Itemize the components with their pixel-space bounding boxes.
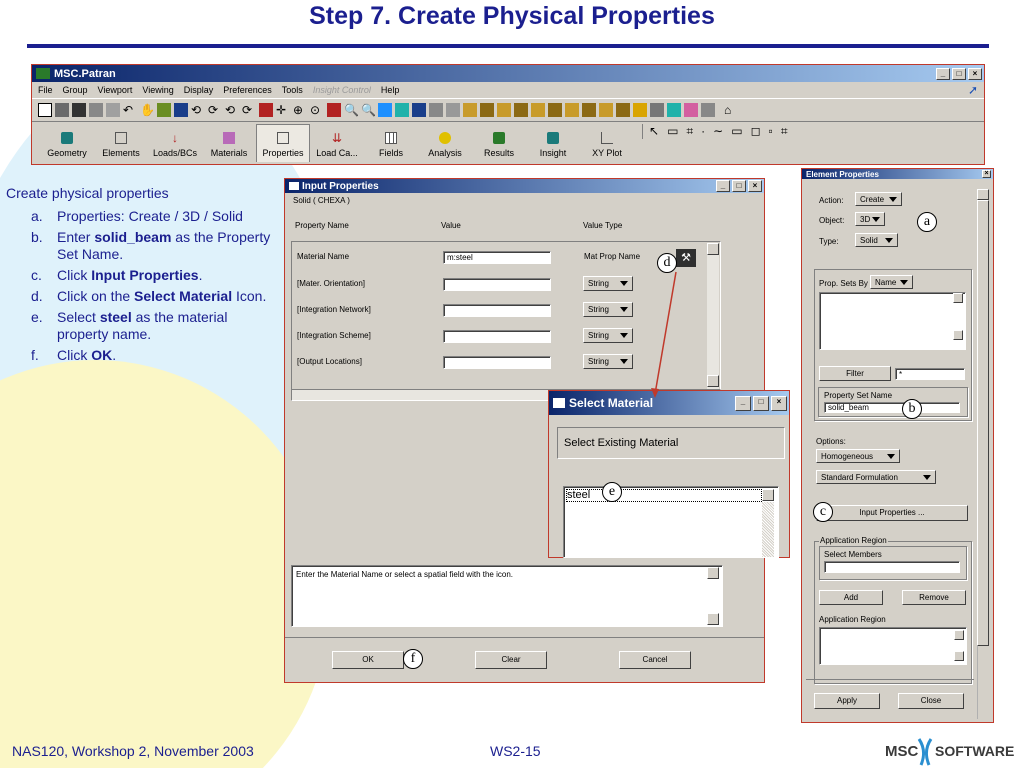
ribbon-xy-plot[interactable]: XY Plot — [580, 124, 634, 162]
input-properties-button[interactable]: Input Properties ... — [816, 505, 968, 521]
pick-curve-icon[interactable]: ∼ — [713, 124, 724, 138]
application-region-group-label: Application Region — [820, 536, 887, 545]
row-integration-network-label: [Integration Network] — [297, 305, 371, 314]
row-integration-scheme-label: [Integration Scheme] — [297, 331, 371, 340]
footer-course: NAS120, Workshop 2, November 2003 — [12, 743, 254, 759]
cancel-button[interactable]: Cancel — [619, 651, 691, 669]
ribbon-results[interactable]: Results — [472, 124, 526, 162]
element-type-label: Solid ( CHEXA ) — [293, 196, 350, 205]
callout-a: a — [917, 212, 937, 232]
ribbon-elements[interactable]: Elements — [94, 124, 148, 162]
pick-element-icon[interactable]: ⌗ — [780, 124, 788, 138]
pick-node-icon[interactable]: ▫ — [768, 124, 773, 138]
ip-close-button[interactable]: × — [748, 180, 762, 192]
row-material-name-type: Mat Prop Name — [584, 252, 641, 261]
mater-orientation-type-dropdown[interactable]: String — [583, 276, 633, 291]
ip-maximize-button[interactable]: □ — [732, 180, 746, 192]
step-b: b. Enter solid_beam as the Property Set Name. — [31, 229, 271, 262]
menu-viewing[interactable]: Viewing — [142, 85, 174, 95]
footer-page: WS2-15 — [490, 743, 541, 759]
ribbon-insight[interactable]: Insight — [526, 124, 580, 162]
slide-title: Step 7. Create Physical Properties — [309, 2, 715, 30]
svg-text:SOFTWARE: SOFTWARE — [935, 743, 1015, 759]
rotate-icon[interactable]: ⟲ — [191, 103, 202, 117]
step-f: f. Click OK. — [31, 347, 117, 363]
ribbon-fields[interactable]: Fields — [364, 124, 418, 162]
menu-viewport[interactable]: Viewport — [97, 85, 133, 95]
property-set-name-label: Property Set Name — [824, 391, 893, 400]
apply-button[interactable]: Apply — [814, 693, 880, 709]
pan-icon[interactable]: ✛ — [276, 103, 287, 117]
fit-icon[interactable]: ⊙ — [310, 103, 321, 117]
pick-solid-icon[interactable]: ◻ — [750, 124, 761, 138]
undo-icon[interactable]: ↶ — [123, 103, 134, 117]
integration-network-type-dropdown[interactable]: String — [583, 302, 633, 317]
step-d: d. Click on the Select Material Icon. — [31, 288, 267, 304]
input-properties-title: Input Properties — [302, 180, 379, 192]
col-property-name: Property Name — [295, 221, 349, 230]
rotate2-icon[interactable]: ⟳ — [208, 103, 219, 117]
col-value-type: Value Type — [583, 221, 623, 230]
row-mater-orientation-label: [Mater. Orientation] — [297, 279, 366, 288]
ip-minimize-button[interactable]: _ — [716, 180, 730, 192]
home-icon[interactable]: ⌂ — [724, 103, 732, 117]
sm-maximize-button[interactable]: □ — [753, 396, 769, 411]
callout-e: e — [602, 482, 622, 502]
ribbon-materials[interactable]: Materials — [202, 124, 256, 162]
pick-surface-icon[interactable]: ▭ — [731, 124, 743, 138]
menu-help[interactable]: Help — [380, 85, 400, 95]
minimize-button[interactable]: _ — [936, 68, 950, 80]
action-dropdown[interactable]: Create — [855, 192, 902, 206]
step-c: c. Click Input Properties. — [31, 267, 203, 283]
step-a: a. Properties: Create / 3D / Solid — [31, 208, 243, 224]
menu-display[interactable]: Display — [183, 85, 214, 95]
ribbon-geometry[interactable]: Geometry — [40, 124, 94, 162]
sm-minimize-button[interactable]: _ — [735, 396, 751, 411]
col-value: Value — [441, 221, 461, 230]
object-dropdown[interactable]: 3D — [855, 212, 885, 226]
svg-text:MSC: MSC — [885, 743, 919, 760]
filter-input[interactable]: * — [895, 368, 965, 380]
hand-icon[interactable]: ✋ — [140, 103, 155, 117]
ep-close-button[interactable]: × — [982, 170, 991, 178]
application-region-label: Application Region — [819, 615, 886, 624]
rotate4-icon[interactable]: ⟳ — [242, 103, 253, 117]
menu-tools[interactable]: Tools — [281, 85, 303, 95]
select-material-icon[interactable]: ⚒ — [676, 249, 696, 267]
material-item-steel[interactable]: steel — [566, 489, 762, 502]
pick-box-icon[interactable]: ▭ — [667, 124, 679, 138]
filter-button[interactable]: Filter — [819, 366, 891, 381]
menu-group[interactable]: Group — [62, 85, 88, 95]
ribbon-loads-bcs[interactable]: ↓ Loads/BCs — [152, 131, 198, 158]
zoom-out-icon[interactable]: 🔍 — [344, 103, 359, 117]
row-material-name-label: Material Name — [297, 252, 350, 261]
sm-close-button[interactable]: × — [771, 396, 787, 411]
zoom-in-icon[interactable]: 🔍 — [361, 103, 376, 117]
select-existing-material-label: Select Existing Material — [564, 437, 679, 449]
type-label: Type: — [819, 237, 839, 246]
options-label: Options: — [816, 437, 846, 446]
object-label: Object: — [819, 216, 845, 225]
instructions-heading: Create physical properties — [6, 185, 169, 201]
close-panel-button[interactable]: Close — [898, 693, 964, 709]
patran-title: MSC.Patran — [54, 67, 116, 80]
pick-frame-icon[interactable]: ⌗ — [686, 124, 694, 138]
ribbon-properties[interactable]: Properties — [256, 124, 310, 162]
heartbeat-icon: ➚ — [967, 83, 978, 97]
callout-c: c — [813, 502, 833, 522]
integration-scheme-type-dropdown[interactable]: String — [583, 328, 633, 343]
select-members-label: Select Members — [824, 550, 882, 559]
prop-sets-by-dropdown[interactable]: Name — [870, 275, 913, 289]
loads-icon: ↓ — [172, 131, 178, 145]
remove-button[interactable]: Remove — [902, 590, 966, 605]
add-button[interactable]: Add — [819, 590, 883, 605]
help-text: Enter the Material Name or select a spatial field with the icon. — [296, 570, 513, 579]
formulation-dropdown[interactable]: Standard Formulation — [816, 470, 936, 484]
type-dropdown[interactable]: Solid — [855, 233, 898, 247]
element-properties-title: Element Properties — [806, 169, 879, 179]
property-set-name-input[interactable]: solid_beam — [824, 402, 960, 413]
menu-preferences[interactable]: Preferences — [223, 85, 272, 95]
select-material-title: Select Material — [569, 396, 654, 410]
rotate3-icon[interactable]: ⟲ — [225, 103, 236, 117]
pick-point-icon[interactable]: · — [701, 124, 706, 138]
ok-button[interactable]: OK — [332, 651, 404, 669]
center-icon[interactable]: ⊕ — [293, 103, 304, 117]
select-arrow-icon[interactable]: ↖ — [649, 124, 660, 138]
load-cases-icon: ⇊ — [331, 131, 343, 145]
material-name-input[interactable]: m:steel — [443, 251, 551, 264]
maximize-button[interactable]: □ — [952, 68, 966, 80]
prop-sets-by-label: Prop. Sets By — [819, 279, 868, 288]
output-locations-type-dropdown[interactable]: String — [583, 354, 633, 369]
callout-f: f — [403, 649, 423, 669]
action-label: Action: — [819, 196, 844, 205]
close-button[interactable]: × — [968, 68, 982, 80]
menu-file[interactable]: File — [38, 85, 53, 95]
menu-insight-control: Insight Control — [312, 85, 371, 95]
clear-button[interactable]: Clear — [475, 651, 547, 669]
callout-d: d — [657, 253, 677, 273]
ribbon-analysis[interactable]: Analysis — [418, 124, 472, 162]
homogeneous-dropdown[interactable]: Homogeneous — [816, 449, 900, 463]
ribbon-load-cases[interactable]: ⇊ Load Ca... — [316, 131, 358, 158]
step-e: e. Select steel as the material property name. — [31, 309, 228, 342]
row-output-locations-label: [Output Locations] — [297, 357, 362, 366]
callout-b: b — [902, 399, 922, 419]
